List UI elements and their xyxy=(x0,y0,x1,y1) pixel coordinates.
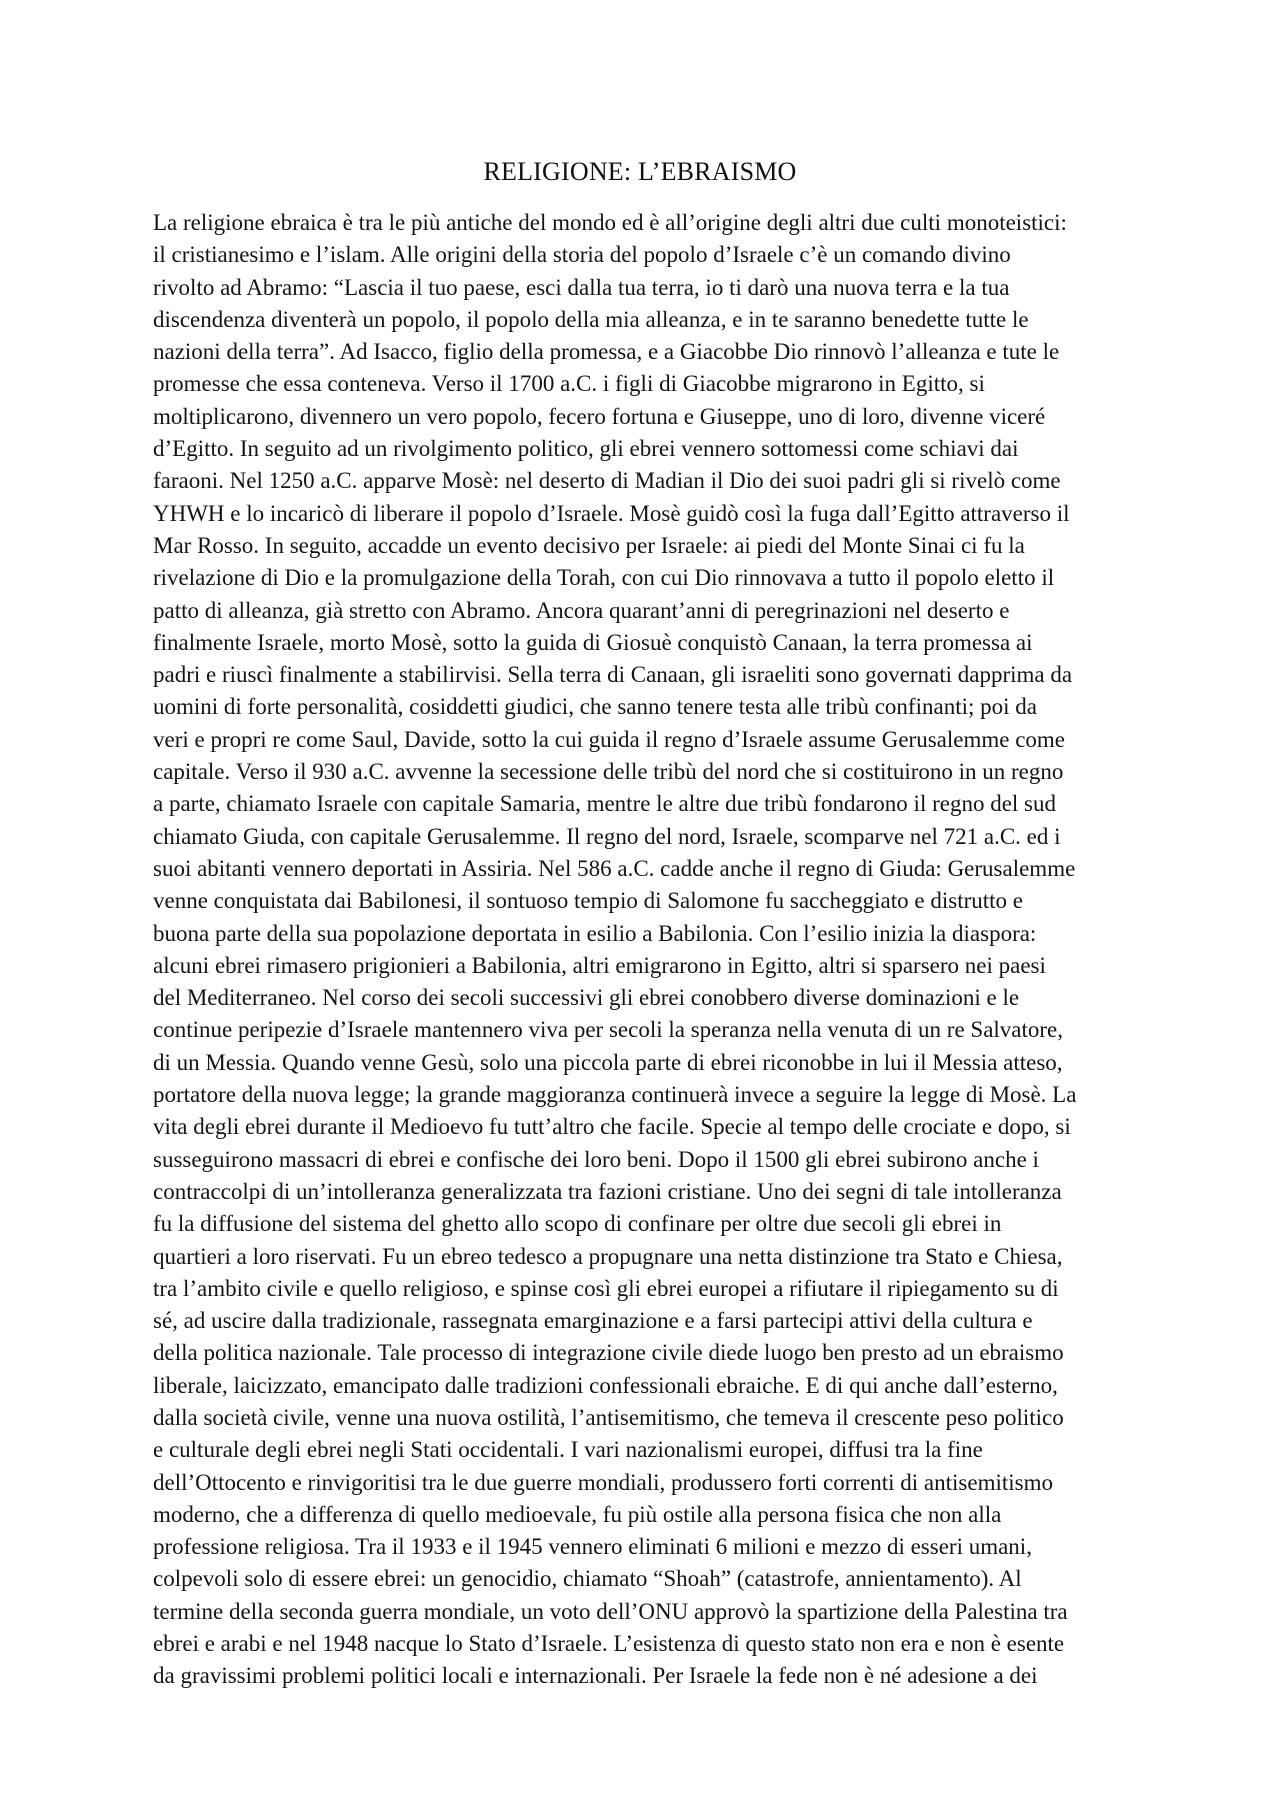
text-line: vita degli ebrei durante il Medioevo fu tutt’altro che facile. Specie al tempo delle crociate e dopo, si xyxy=(153,1114,1071,1140)
text-line: professione religiosa. Tra il 1933 e il 1945 vennero eliminati 6 milioni e mezzo di esseri umani, xyxy=(153,1534,1032,1560)
text-line: Mar Rosso. In seguito, accadde un evento decisivo per Israele: ai piedi del Monte Sinai ci fu la xyxy=(153,532,1025,558)
text-line: tra l’ambito civile e quello religioso, e spinse così gli ebrei europei a rifiutare il ripiegamento su di xyxy=(153,1275,1059,1301)
text-line: patto di alleanza, già stretto con Abramo. Ancora quarant’anni di peregrinazioni nel deserto e xyxy=(153,597,1010,623)
text-line: portatore della nuova legge; la grande maggioranza continuerà invece a seguire la legge di Mosè. La xyxy=(153,1082,1077,1108)
text-line: promesse che essa conteneva. Verso il 1700 a.C. i figli di Giacobbe migrarono in Egitto, si xyxy=(153,371,985,397)
text-line: susseguirono massacri di ebrei e confische dei loro beni. Dopo il 1500 gli ebrei subirono anche i xyxy=(153,1146,1039,1172)
text-line: capitale. Verso il 930 a.C. avvenne la secessione delle tribù del nord che si costituirono in un regno xyxy=(153,759,1064,785)
text-line: moderno, che a differenza di quello medioevale, fu più ostile alla persona fisica che non alla xyxy=(153,1501,1002,1527)
text-line: del Mediterraneo. Nel corso dei secoli successivi gli ebrei conobbero diverse dominazioni e le xyxy=(153,985,1020,1011)
text-line: buona parte della sua popolazione deportata in esilio a Babilonia. Con l’esilio inizia la diaspora: xyxy=(153,920,1037,946)
text-line: suoi abitanti vennero deportati in Assiria. Nel 586 a.C. cadde anche il regno di Giuda: Gerusalemme xyxy=(153,855,1076,881)
text-line: YHWH e lo incaricò di liberare il popolo d’Israele. Mosè guidò così la fuga dall’Egitto attraverso il xyxy=(153,500,1070,526)
text-line: termine della seconda guerra mondiale, un voto dell’ONU approvò la spartizione della Palestina tra xyxy=(153,1598,1068,1624)
text-line: alcuni ebrei rimasero prigionieri a Babilonia, altri emigrarono in Egitto, altri si sparsero nei paesi xyxy=(153,952,1046,978)
page-title: RELIGIONE: L’EBRAISMO xyxy=(483,157,797,186)
text-line: a parte, chiamato Israele con capitale Samaria, mentre le altre due tribù fondarono il regno del sud xyxy=(153,791,1057,817)
text-line: rivolto ad Abramo: “Lascia il tuo paese, esci dalla tua terra, io ti darò una nuova terra e la tua xyxy=(153,274,1010,300)
text-line: continue peripezie d’Israele mantennero viva per secoli la speranza nella venuta di un re Salvatore, xyxy=(153,1017,1064,1043)
text-line: fu la diffusione del sistema del ghetto allo scopo di confinare per oltre due secoli gli ebrei in xyxy=(153,1211,1002,1237)
text-line: finalmente Israele, morto Mosè, sotto la guida di Giosuè conquistò Canaan, la terra promessa ai xyxy=(153,629,1033,655)
text-line: quartieri a loro riservati. Fu un ebreo tedesco a propugnare una netta distinzione tra Stato e Chiesa, xyxy=(153,1243,1063,1269)
text-line: La religione ebraica è tra le più antiche del mondo ed è all’origine degli altri due culti monoteistici: xyxy=(153,210,1067,235)
body-paragraph xyxy=(153,207,1133,1693)
text-line: sé, ad uscire dalla tradizionale, rassegnata emarginazione e a farsi partecipi attivi della cultura e xyxy=(153,1308,1033,1334)
text-line: moltiplicarono, divennero un vero popolo, fecero fortuna e Giuseppe, uno di loro, divenne viceré xyxy=(153,403,1046,429)
text-line: rivelazione di Dio e la promulgazione della Torah, con cui Dio rinnovava a tutto il popolo eletto il xyxy=(153,565,1055,591)
text-line: nazioni della terra”. Ad Isacco, figlio della promessa, e a Giacobbe Dio rinnovò l’alleanza e tute le xyxy=(153,339,1060,365)
text-line: di un Messia. Quando venne Gesù, solo una piccola parte di ebrei riconobbe in lui il Messia atteso, xyxy=(153,1049,1063,1075)
text-line: e culturale degli ebrei negli Stati occidentali. I vari nazionalismi europei, diffusi tra la fine xyxy=(153,1437,983,1463)
text-line: da gravissimi problemi politici locali e internazionali. Per Israele la fede non è né adesione a dei xyxy=(153,1663,1038,1689)
text-line: contraccolpi di un’intolleranza generalizzata tra fazioni cristiane. Uno dei segni di tale intolleranza xyxy=(153,1178,1062,1204)
text-line: della politica nazionale. Tale processo di integrazione civile diede luogo ben presto ad un ebraismo xyxy=(153,1340,1064,1366)
text-line: padri e riuscì finalmente a stabilirvisi. Sella terra di Canaan, gli israeliti sono governati dapprima da xyxy=(153,662,1073,688)
text-line: veri e propri re come Saul, Davide, sotto la cui guida il regno d’Israele assume Gerusalemme come xyxy=(153,726,1066,752)
text-line: venne conquistata dai Babilonesi, il sontuoso tempio di Salomone fu saccheggiato e distrutto e xyxy=(153,888,1023,914)
text-line: ebrei e arabi e nel 1948 nacque lo Stato d’Israele. L’esistenza di questo stato non era e non è esente xyxy=(153,1631,1065,1657)
text-line: il cristianesimo e l’islam. Alle origini della storia del popolo d’Israele c’è un comando divino xyxy=(153,242,1011,268)
text-line: liberale, laicizzato, emancipato dalle tradizioni confessionali ebraiche. E di qui anche dall’esterno, xyxy=(153,1372,1058,1398)
text-line: chiamato Giuda, con capitale Gerusalemme. Il regno del nord, Israele, scomparve nel 721 a.C. ed i xyxy=(153,823,1061,849)
text-line: uomini di forte personalità, cosiddetti giudici, che sanno tenere testa alle tribù confinanti; poi da xyxy=(153,694,1037,720)
text-line: faraoni. Nel 1250 a.C. apparve Mosè: nel deserto di Madian il Dio dei suoi padri gli si rivelò come xyxy=(153,468,1061,494)
text-line: d’Egitto. In seguito ad un rivolgimento politico, gli ebrei vennero sottomessi come schiavi dai xyxy=(153,436,1019,462)
text-line: dell’Ottocento e rinvigoritisi tra le due guerre mondiali, produssero forti correnti di antisemitismo xyxy=(153,1469,1053,1495)
text-line: colpevoli solo di essere ebrei: un genocidio, chiamato “Shoah” (catastrofe, annientamento). Al xyxy=(153,1566,1022,1592)
text-line: dalla società civile, venne una nuova ostilità, l’antisemitismo, che temeva il crescente peso politico xyxy=(153,1404,1064,1430)
text-line: discendenza diventerà un popolo, il popolo della mia alleanza, e in te saranno benedette tutte le xyxy=(153,306,1029,332)
